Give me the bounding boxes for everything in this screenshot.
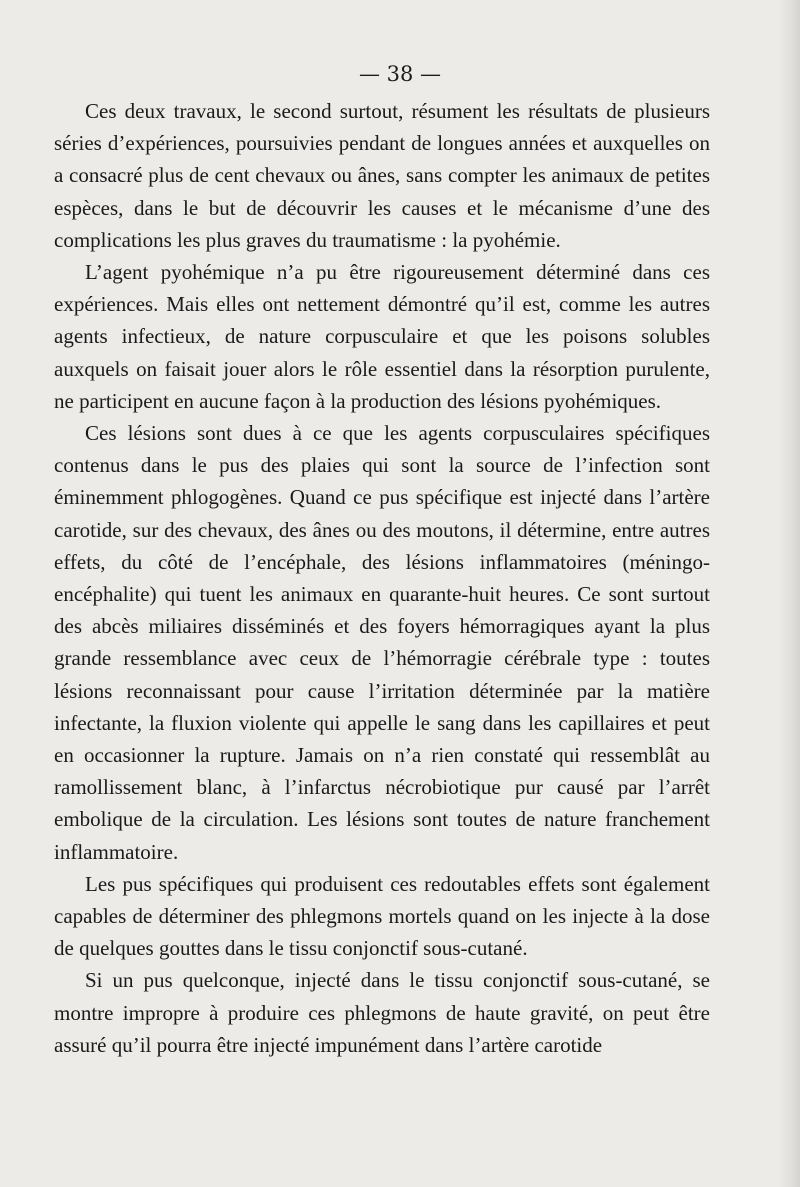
paragraph-5: Si un pus quelconque, injecté dans le tissu conjonctif sous-cutané, se montre impropre à produire ces phlegmons de haute gravité, on peut être assuré qu’il pourra être injecté impunément dans l’artère carotide bbox=[54, 968, 710, 1057]
paragraph-2: L’agent pyohémique n’a pu être rigoureusement déterminé dans ces expériences. Mais elles ont nettement démontré qu’il est, comme les autres agents infectieux, de nature corpusculaire et que les poisons solubles auxquels on faisait jouer alors le rôle essentiel dans la résorption purulente, ne participent en aucune façon à la production des lésions pyohémiques. bbox=[54, 260, 710, 413]
page-number: — 38 — bbox=[358, 62, 442, 86]
body-text bbox=[54, 95, 710, 1061]
paragraph-3: Ces lésions sont dues à ce que les agents corpusculaires spécifiques contenus dans le pus des plaies qui sont la source de l’infection sont éminemment phlogogènes. Quand ce pus spécifique est injecté dans l’artère carotide, sur des chevaux, des ânes ou des moutons, il détermine, entre autres effets, du côté de l’encéphale, des lésions inflammatoires (méningo-encéphalite) qui tuent les animaux en quarante-huit heures. Ce sont surtout des abcès miliaires disséminés et des foyers hémorragiques ayant la plus grande ressemblance avec ceux de l’hémorragie cérébrale type : toutes lésions reconnaissant pour cause l’irritation déterminée par la matière infectante, la fluxion violente qui appelle le sang dans les capillaires et peut en occasionner la rupture. Jamais on n’a rien constaté qui ressemblât au ramollissement blanc, à l’infarctus nécrobiotique pur causé par l’arrêt embolique de la circulation. Les lésions sont toutes de nature franchement inflammatoire. bbox=[54, 421, 710, 864]
paragraph-4: Les pus spécifiques qui produisent ces redoutables effets sont également capables de déterminer des phlegmons mortels quand on les injecte à la dose de quelques gouttes dans le tissu conjonctif sous-cutané. bbox=[54, 871, 710, 961]
paragraph-1: Ces deux travaux, le second surtout, résument les résultats de plusieurs séries d’expériences, poursuivies pendant de longues années et auxquelles on a consacré plus de cent chevaux ou ânes, sans compter les animaux de petites espèces, dans le but de découvrir les causes et le mécanisme d’une des complications les plus graves du traumatisme : la pyohémie. bbox=[54, 99, 710, 252]
page-edge-shadow bbox=[778, 0, 800, 1187]
